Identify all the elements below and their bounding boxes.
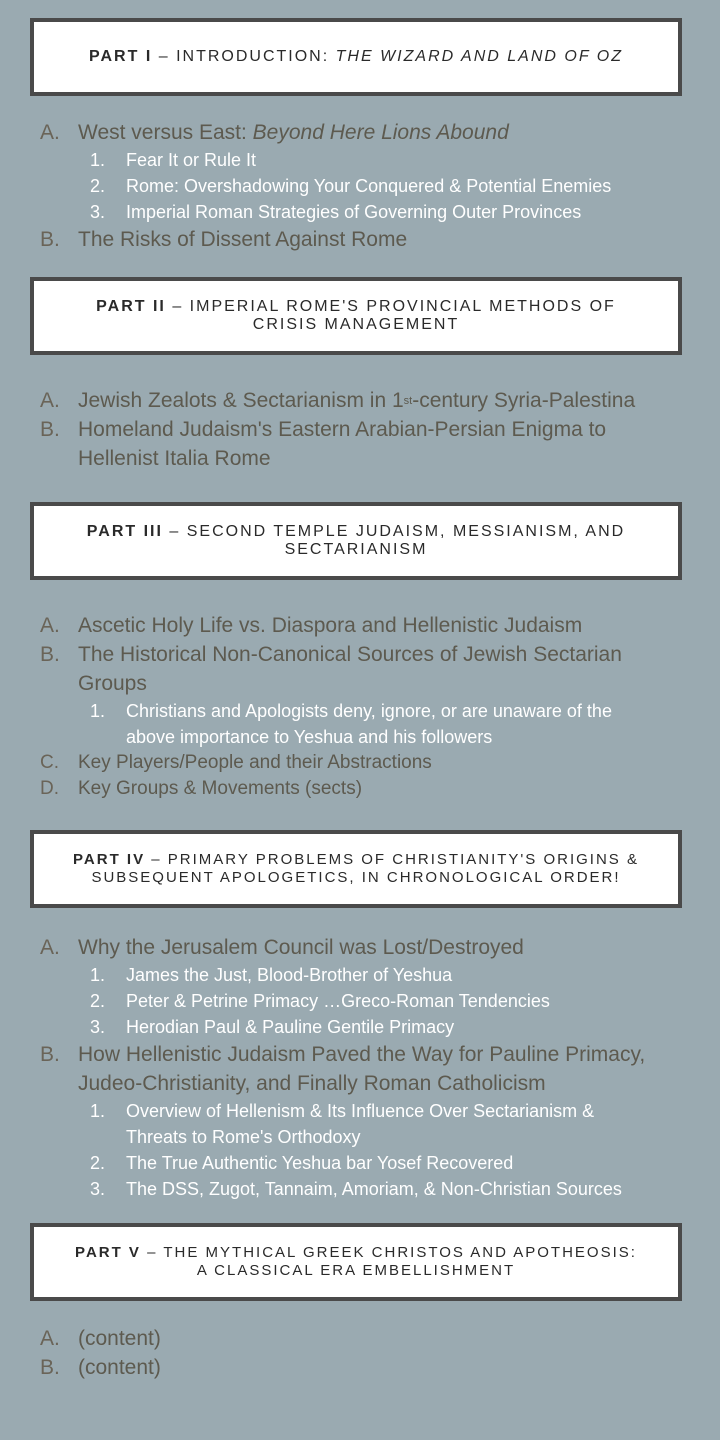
part-5-item-b: B. (content) [40, 1356, 161, 1379]
part-2-item-a: A. Jewish Zealots & Sectarianism in 1st-century Syria-Palestina [40, 389, 636, 412]
part-3-outline [40, 611, 700, 802]
part-4-item-a: A. Why the Jerusalem Council was Lost/Destroyed [40, 936, 524, 959]
part-4-item-a-3: 3. Herodian Paul & Pauline Gentile Primacy [90, 1017, 455, 1037]
part-3-title-line-2: SECTARIANISM [284, 541, 428, 558]
part-3-item-a: A. Ascetic Holy Life vs. Diaspora and Hellenistic Judaism [40, 614, 583, 637]
part-4-item-b-2: 2. The True Authentic Yeshua bar Yosef Recovered [90, 1153, 514, 1173]
part-2-outline [40, 386, 700, 473]
part-1-title: PART I – INTRODUCTION: THE WIZARD AND LAND OF OZ [89, 48, 623, 65]
part-1-item-a: A. West versus East: Beyond Here Lions Abound [40, 121, 509, 144]
part-3-item-c: C. Key Players/People and their Abstractions [40, 752, 432, 773]
part-1-item-a-2: 2. Rome: Overshadowing Your Conquered & Potential Enemies [90, 176, 612, 196]
part-4-title-line-2: SUBSEQUENT APOLOGETICS, IN CHRONOLOGICAL ORDER! [91, 869, 621, 886]
part-2-title-line-1: PART II – IMPERIAL ROME'S PROVINCIAL METHODS OF [96, 298, 616, 315]
part-1-item-b: B. The Risks of Dissent Against Rome [40, 228, 408, 251]
part-2-header [30, 277, 682, 355]
part-5-outline [40, 1324, 700, 1382]
part-5-title-line-1: PART V – THE MYTHICAL GREEK CHRISTOS AND APOTHEOSIS: [75, 1244, 637, 1261]
part-5-item-a: A. (content) [40, 1327, 161, 1350]
part-1-item-a-3: 3. Imperial Roman Strategies of Governing Outer Provinces [90, 202, 582, 222]
part-4-outline [40, 933, 700, 1202]
part-5-header [30, 1223, 682, 1301]
part-3-title-line-1: PART III – SECOND TEMPLE JUDAISM, MESSIANISM, AND [86, 523, 626, 540]
part-4-item-a-1: 1. James the Just, Blood-Brother of Yeshua [90, 965, 453, 985]
part-3-item-b-1: 1. Christians and Apologists deny, ignore, or are unaware of the above importance to Yeshua and his followers [90, 701, 612, 747]
part-2-title-line-2: CRISIS MANAGEMENT [252, 316, 460, 333]
part-5-title-line-2: A CLASSICAL ERA EMBELLISHMENT [196, 1262, 516, 1279]
part-1-outline [40, 118, 700, 254]
part-4-item-a-2: 2. Peter & Petrine Primacy …Greco-Roman Tendencies [90, 991, 550, 1011]
part-4-item-b-1: 1. Overview of Hellenism & Its Influence Over Sectarianism & Threats to Rome's Orthodoxy [90, 1101, 595, 1147]
part-2-item-b: B. Homeland Judaism's Eastern Arabian-Persian Enigma to Hellenist Italia Rome [40, 418, 607, 470]
part-3-item-b: B. The Historical Non-Canonical Sources of Jewish Sectarian Groups [40, 643, 622, 695]
part-4-item-b-3: 3. The DSS, Zugot, Tannaim, Amoriam, & Non-Christian Sources [90, 1179, 622, 1199]
part-4-item-b: B. How Hellenistic Judaism Paved the Way for Pauline Primacy, Judeo-Christianity, and Finally Roman Catholicism [40, 1043, 646, 1095]
part-4-header [30, 830, 682, 908]
part-1-header [30, 18, 682, 96]
part-3-header [30, 502, 682, 580]
part-3-item-d: D. Key Groups & Movements (sects) [40, 778, 363, 799]
part-4-title-line-1: PART IV – PRIMARY PROBLEMS OF CHRISTIANITY'S ORIGINS & [73, 851, 639, 868]
part-1-item-a-1: 1. Fear It or Rule It [90, 150, 257, 170]
